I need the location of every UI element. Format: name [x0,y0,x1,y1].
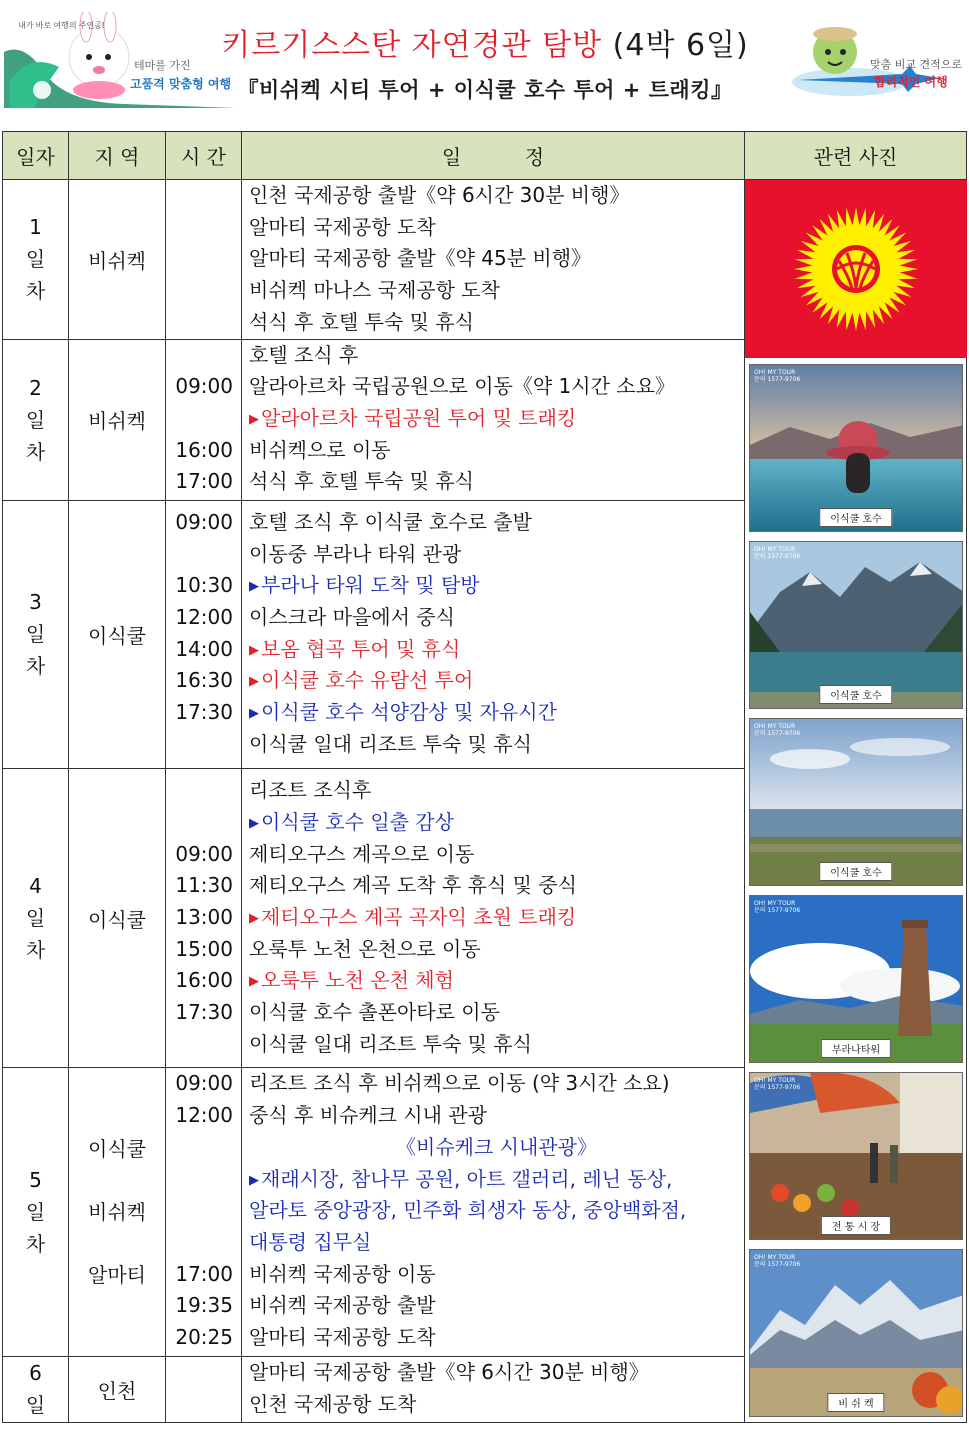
day-number: 1 [29,215,42,240]
triangle-bullet-icon: ▶ [249,1172,259,1188]
logo-script-text: 내가 바로 여행의 주인공! [18,21,105,30]
schedule-line: 비쉬켁 국제공항 출발 [249,1293,436,1318]
city-tour-heading: 《비슈케크 시내관광》 [396,1134,597,1159]
photo-watermark: OH! MY TOUR 문의 1577-9706 [754,723,801,737]
header-region: 지 역 [69,132,166,180]
day-label-il: 일 [25,407,46,432]
itinerary-table [2,131,967,1423]
logo-left-line1: 테마를 가진 [134,59,191,72]
title-duration: (4박 6일) [612,28,749,63]
triangle-bullet-icon: ▶ [249,974,259,990]
schedule-line: 비쉬켁으로 이동 [249,437,391,462]
photo-watermark: OH! MY TOUR 문의 1577-9706 [754,1254,801,1268]
photo-watermark: OH! MY TOUR 문의 1577-9706 [754,900,801,914]
day-label-cha: 차 [25,1232,46,1257]
region-cell: 비쉬켁 [69,180,166,340]
region-cell [69,1068,166,1356]
schedule-line: 알마티 국제공항 출발《약 6시간 30분 비행》 [249,1359,649,1384]
day-cell [3,180,69,340]
schedule-line: 제티오구스 계곡 도착 후 휴식 및 중식 [249,873,577,898]
snow-mountain-photo-icon [749,1249,963,1417]
hot-spring-woman-photo-icon [749,364,963,532]
schedule-line: 리조트 조식후 [249,778,372,803]
day-cell [3,1068,69,1356]
region-name: 알마티 [88,1262,146,1287]
day-label-il: 일 [25,622,46,647]
day-number: 3 [29,590,42,615]
schedule-line-highlight: ▶ 부라나 타워 도착 및 탐방 [249,573,480,598]
schedule-line: 이식쿨 호수 촐폰아타로 이동 [249,999,500,1024]
schedule-line-highlight: ▶ 이식쿨 호수 일출 감상 [249,809,454,834]
schedule-line: 중식 후 비슈케크 시내 관광 [249,1103,487,1128]
schedule-line: 알라토 중앙광장, 민주화 희생자 동상, 중앙백화점, [249,1198,687,1223]
day-number: 5 [29,1168,42,1193]
header-photo: 관련 사진 [745,132,967,180]
region-cell: 비쉬켁 [69,339,166,500]
schedule-cell [242,1068,745,1356]
schedule-cell [242,500,745,768]
time-cell: 09:00 16:00 17:00 [166,339,242,500]
triangle-bullet-icon: ▶ [249,705,259,721]
schedule-line-highlight: ▶ 보옴 협곡 투어 및 휴식 [249,636,461,661]
lake-shore-photo-icon [749,718,963,886]
schedule-line: 인천 국제공항 출발《약 6시간 30분 비행》 [249,183,630,207]
schedule-line: 제티오구스 계곡으로 이동 [249,841,475,866]
time-cell [166,180,242,340]
photo-watermark: OH! MY TOUR 문의 1577-9706 [754,1077,801,1091]
schedule-line: 알라아르차 국립공원으로 이동《약 1시간 소요》 [249,374,675,399]
day-cell [3,500,69,768]
schedule-line-highlight: ▶ 알라아르차 국립공원 투어 및 트래킹 [249,406,577,430]
day-number: 6 [29,1361,42,1386]
header-time: 시 간 [166,132,242,180]
schedule-line: 이동중 부라나 타워 관광 [249,541,462,566]
schedule-line: 이식쿨 일대 리조트 투숙 및 휴식 [249,1031,532,1056]
table-header-row [3,132,967,180]
triangle-bullet-icon: ▶ [249,910,259,926]
schedule-line-highlight: ▶ 재래시장, 참나무 공원, 아트 갤러리, 레닌 동상, [249,1166,673,1191]
schedule-line: 비쉬켁 마나스 국제공항 도착 [249,278,500,303]
day-number: 2 [29,375,42,400]
logo-left-line2: 고품격 맞춤형 여행 [130,77,232,91]
brand-logo-right [790,22,966,108]
schedule-line: 알마티 국제공항 도착 [249,214,436,239]
schedule-cell [242,1356,745,1422]
kyrgyz-flag-icon [745,180,967,358]
photo-watermark: OH! MY TOUR 문의 1577-9706 [754,369,801,383]
day-cell [3,339,69,500]
schedule-cell [242,180,745,340]
triangle-bullet-icon: ▶ [249,815,259,831]
burana-tower-photo-icon [749,895,963,1063]
triangle-bullet-icon: ▶ [249,412,259,427]
photo-caption: 부라나타워 [821,1039,891,1058]
region-cell: 이식쿨 [69,769,166,1068]
logo-right-line2: 합리적인 여행 [874,75,948,89]
triangle-bullet-icon: ▶ [249,642,259,658]
schedule-line: 호텔 조식 후 [249,342,359,367]
time-cell: 09:00 10:30 12:00 14:00 16:30 17:30 [166,500,242,768]
triangle-bullet-icon: ▶ [249,579,259,595]
schedule-line: 대통령 집무실 [249,1229,372,1254]
schedule-line-highlight: ▶ 제티오구스 계곡 곡자익 초원 트래킹 [249,904,577,929]
region-cell: 이식쿨 [69,500,166,768]
page-header [0,0,969,125]
day-label-il: 일 [25,247,46,272]
day-number: 4 [29,874,42,899]
schedule-line: 리조트 조식 후 비쉬켁으로 이동 (약 3시간 소요) [249,1071,670,1096]
schedule-line: 인천 국제공항 도착 [249,1391,417,1416]
day-cell [3,769,69,1068]
page-title [180,20,790,64]
header-day: 일자 [3,132,69,180]
time-cell: 09:00 11:30 13:00 15:00 16:00 17:30 [166,769,242,1068]
header-schedule: 일 정 [242,132,745,180]
schedule-line: 이스크라 마을에서 중식 [249,604,455,629]
schedule-line: 석식 후 호텔 투숙 및 휴식 [249,469,474,494]
photo-caption: 이식쿨 호수 [819,862,892,881]
day-label-cha: 차 [25,938,46,963]
day-cell [3,1356,69,1422]
table-row [3,180,967,340]
day-label-cha: 차 [25,654,46,679]
schedule-line: 알마티 국제공항 출발《약 45분 비행》 [249,246,592,271]
photo-caption: 이식쿨 호수 [819,508,892,527]
schedule-cell [242,769,745,1068]
schedule-cell [242,339,745,500]
schedule-line: 오룩투 노천 온천으로 이동 [249,936,481,961]
title-text: 키르기스스탄 자연경관 탐방 [221,28,603,63]
day-label-il: 일 [25,1393,46,1418]
schedule-line: 이식쿨 일대 리조트 투숙 및 휴식 [249,731,532,756]
page-subtitle: 『비쉬켁 시티 투어 + 이식쿨 호수 투어 + 트래킹』 [237,78,733,102]
photo-caption: 비 쉬 켁 [827,1393,884,1412]
region-cell: 인천 [69,1356,166,1422]
time-cell [166,1356,242,1422]
logo-right-line1: 맞춤 비교 견적으로 [870,58,963,71]
photo-caption: 전 통 시 장 [821,1216,891,1235]
day-label-il: 일 [25,1200,46,1225]
schedule-line-highlight: ▶ 오룩투 노천 온천 체험 [249,968,454,993]
triangle-bullet-icon: ▶ [249,674,259,690]
time-cell: 09:00 12:00 17:00 19:35 20:25 [166,1068,242,1356]
schedule-line: 비쉬켁 국제공항 이동 [249,1261,436,1286]
day-label-cha: 차 [25,279,46,304]
schedule-line: 호텔 조식 후 이식쿨 호수로 출발 [249,509,532,534]
mountain-lake-photo-icon [749,541,963,709]
region-name: 이식쿨 [88,1136,146,1161]
schedule-line-highlight: ▶ 이식쿨 호수 유람선 투어 [249,668,474,693]
photo-watermark: OH! MY TOUR 문의 1577-9706 [754,546,801,560]
day-label-cha: 차 [25,439,46,464]
day-label-il: 일 [25,906,46,931]
market-photo-icon [749,1072,963,1240]
region-name: 비쉬켁 [88,1199,146,1224]
schedule-line: 석식 후 호텔 투숙 및 휴식 [249,309,474,334]
photo-caption: 이식쿨 호수 [819,685,892,704]
schedule-line: 알마티 국제공항 도착 [249,1324,436,1349]
schedule-line-highlight: ▶ 이식쿨 호수 석양감상 및 자유시간 [249,699,557,724]
photo-column [745,180,967,1423]
